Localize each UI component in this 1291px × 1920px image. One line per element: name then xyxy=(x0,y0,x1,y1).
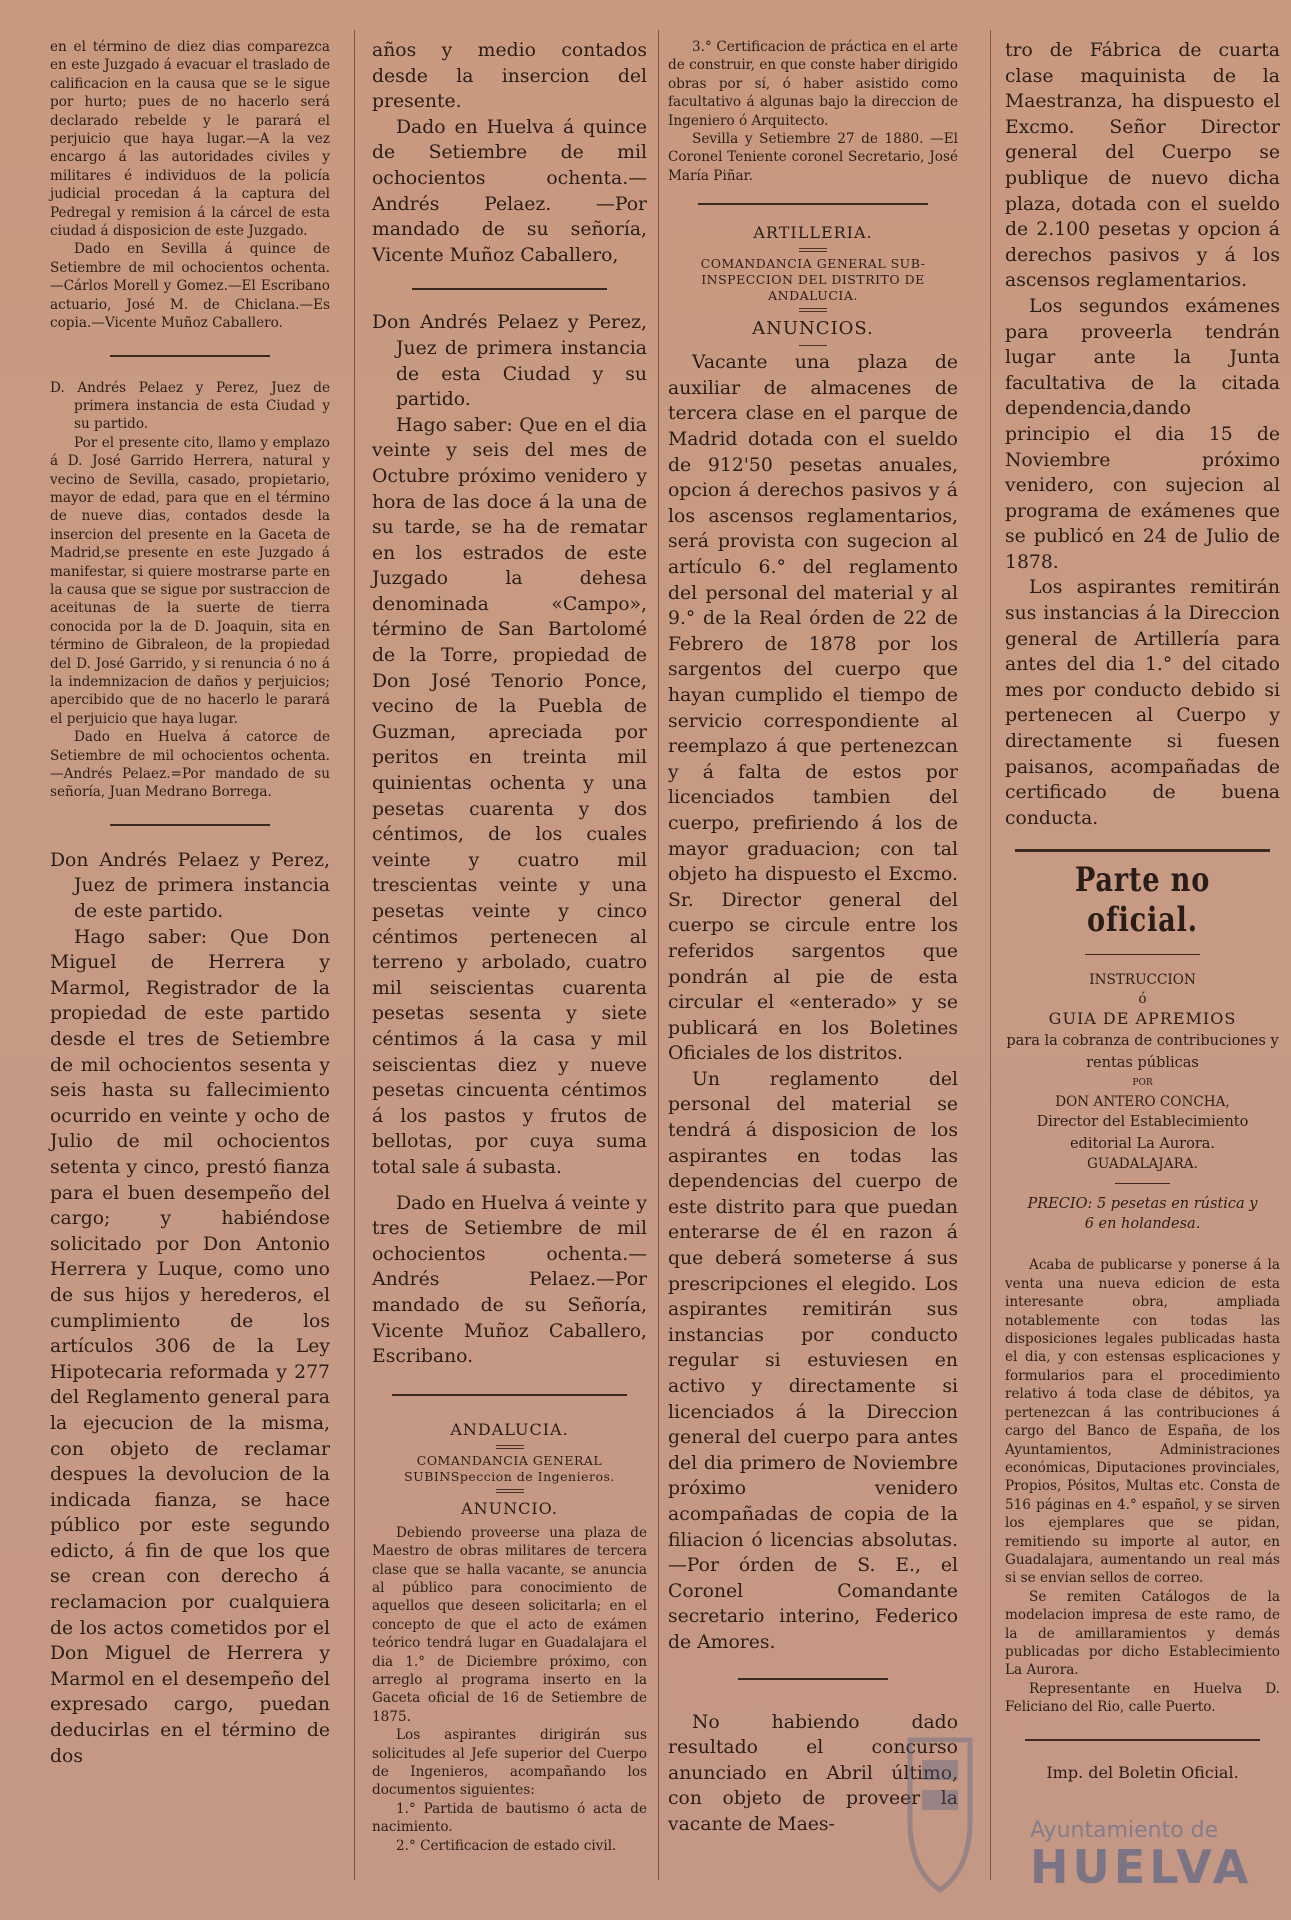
notice-text: Un reglamento del personal del material se tendrá á disposicion de los aspirantes en todas las dependencias del cuerpo de este distrito para que puedan enterarse de él en razon á que deberá someterse á sus prescripciones el elegido. Los aspirantes remitirán sus instancias por conducto regular si estuviesen en activo y directamente si licenciados á la Direccion general del cuerpo para antes del dia primero de Noviembre próximo venidero acompañadas de copia de la filiacion ó licencias absolutas.—Por órden de S. E., el Coronel Comandante secretario interino, Federico de Amores. xyxy=(668,1068,958,1653)
edict-heading: Don Andrés Pelaez y Perez, Juez de primera instancia de esta Ciudad y su partido. xyxy=(372,312,647,411)
ad-text: Representante en Huelva D. Feliciano del Rio, calle Puerto. xyxy=(1005,1680,1280,1716)
edict-text: años y medio contados desde la insercion del presente. xyxy=(372,40,647,113)
separator xyxy=(1015,849,1270,852)
book-title-line: ó xyxy=(1138,990,1147,1007)
column-4 xyxy=(1005,38,1280,1782)
notice-text: Los segundos exámenes para proveerla tendrán lugar ante la Junta facultativa de la citada dependencia,dando principio el dia 15 de Noviembre próximo venidero, con sujecion al programa de exámenes que se publicó en 24 de Julio de 1878. xyxy=(1005,295,1280,573)
double-rule xyxy=(799,308,827,312)
printer-imprint: Imp. del Boletin Oficial. xyxy=(1046,1762,1239,1782)
book-by: POR xyxy=(1132,1078,1153,1089)
section-title: ANDALUCIA. xyxy=(450,1419,569,1439)
notice-title: ANUNCIOS. xyxy=(752,318,874,340)
column-1 xyxy=(50,38,330,1769)
book-subtitle: para la cobranza de contribuciones y rentas públicas xyxy=(1006,1033,1279,1072)
edict-signature: Dado en Huelva á catorce de Setiembre de mil ochocientos ochenta. —Andrés Pelaez.=Por mandado de su señoría, Juan Medrano Borrega. xyxy=(50,729,330,801)
watermark-line1: Ayuntamiento de xyxy=(1030,1818,1219,1843)
section-banner: Parte no oficial. xyxy=(1074,860,1211,941)
notice-item: 1.° Partida de bautismo ó acta de nacimiento. xyxy=(372,1800,647,1836)
separator xyxy=(110,355,270,357)
edict-signature: Dado en Huelva á quince de Setiembre de mil ochocientos ochenta.—Andrés Pelaez. —Por mandado de su señoría, Vicente Muñoz Caballero, xyxy=(372,116,647,266)
edict-text: Por el presente cito, llamo y emplazo á D. José Garrido Herrera, natural y vecino de Sevilla, casado, propietario, mayor de edad, para que en el término de nueve dias, contados desde la insercion del presente en la Gaceta de Madrid,se presente en este Juzgado á manifestar, si quiere mostrarse parte en la causa que se sigue por sustraccion de aceitunas de la suerte de tierra conocida por la de D. Joaquin, sita en término de Gibraleon, de la propiedad del D. José Garrido, y si renuncia ó no á la indemnizacion de daños y perjuicios; apercibido que de no hacerlo le parará el perjuicio que haya lugar. xyxy=(50,434,330,727)
double-rule xyxy=(799,248,827,252)
edict-text: Hago saber: Que Don Miguel de Herrera y Marmol, Registrador de la propiedad de este partido desde el tres de Setiembre de mil ochocientos sesenta y seis hasta su fallecimiento ocurrido en veinte y ocho de Julio de mil ochocientos setenta y cinco, prestó fianza para el buen desempeño del cargo; y habiéndose solicitado por Don Antonio Herrera y Luque, como uno de sus hijos y herederos, el cumplimiento de los artículos 306 de la Ley Hipotecaria reformada y 277 del Reglamento general para la ejecucion de la misma, con objeto de reclamar despues la devolucion de la indicada fianza, se hace público por este segundo edicto, á fin de que los que se crean con derecho á reclamacion por cualquiera de los actos cometidos por el Don Miguel de Herrera y Marmol en el desempeño del expresado cargo, puedan deducirlas en el término de dos xyxy=(50,926,330,1767)
notice-text: tro de Fábrica de cuarta clase maquinista de la Maestranza, ha dispuesto el Excmo. Señor Director general del Cuerpo se publique de nuevo dicha plaza, dotada con el sueldo de 2.100 pesetas y opcion á derechos pasivos y á los ascensos reglamentarios. xyxy=(1005,40,1280,292)
separator xyxy=(392,1394,627,1396)
edict-signature: Dado en Huelva á veinte y tres de Setiembre de mil ochocientos ochenta.—Andrés Pelaez.—Por mandado de su Señoría, Vicente Muñoz Caballero, Escribano. xyxy=(372,1192,647,1368)
column-rule xyxy=(658,30,659,1880)
edict-text: en el término de diez dias comparezca en este Juzgado á evacuar el traslado de calificacion en la causa que se le sigue por hurto; pues de no hacerlo será declarado rebelde y le parará el perjuicio que haya lugar.—A la vez encargo á las autoridades civiles y militares é individuos de la policía judicial procedan á la captura del Pedregal y remision á la cárcel de esta ciudad á disposicion de este Juzgado. xyxy=(50,39,330,240)
book-title-line: INSTRUCCION xyxy=(1089,972,1196,989)
separator xyxy=(698,203,928,205)
separator xyxy=(412,288,607,290)
ad-text: Acaba de publicarse y ponerse á la venta una nueva edicion de esta interesante obra, ampliada notablemente con todas las disposiciones legales publicadas hasta el dia, y con estensas esplicaciones y formularios para el procedimiento relativo á toda clase de débitos, ya pertenezcan á las contribuciones á cargo del Banco de España, de los Ayuntamientos, Administraciones económicas, Diputaciones provinciales, Propios, Pósitos, Multas etc. Consta de 516 páginas en 4.° español, y se sirven los ejemplares que se pidan, remitiendo su importe al autor, en Guadalajara, aumentando un real más si se envian sellos de correo. xyxy=(1005,1257,1280,1587)
book-price: PRECIO: 5 pesetas en rústica y 6 en holandesa. xyxy=(1027,1196,1258,1233)
notice-signature: Sevilla y Setiembre 27 de 1880. —El Coronel Teniente coronel Secretario, José María Piñar. xyxy=(668,131,958,184)
notice-text: No habiendo dado resultado el concurso anunciado en Abril último, con objeto de proveer la vacante de Maes- xyxy=(668,1711,958,1835)
double-rule xyxy=(496,1445,524,1449)
notice-text: Vacante una plaza de auxiliar de almacenes de tercera clase en el parque de Madrid dotada con el sueldo de 912'50 pesetas anuales, opcion á derechos pasivos y á los ascensos reglamentarios, será provista con sugecion al artículo 6.° del reglamento del personal del material y al 9.° de la Real órden de 22 de Febrero de 1878 por los sargentos del cuerpo que hayan cumplido el tiempo de servicio correspondiente al reemplazo á que pertenezcan y á falta de estos por licenciados tambien del cuerpo, prefiriendo á los de mayor graduacion; con tal objeto ha dispuesto el Excmo. Sr. Director general del cuerpo se circule entre los referidos sargentos que pondrán al pie de esta circular el «enterado» y se publicará en los Boletines Oficiales de los distritos. xyxy=(668,352,958,1065)
notice-text: Los aspirantes dirigirán sus solicitudes al Jefe superior del Cuerpo de Ingenieros, acompañando los documentos siguientes: xyxy=(372,1727,647,1799)
edict-signature: Dado en Sevilla á quince de Setiembre de mil ochocientos ochenta.—Cárlos Morell y Gomez.—El Escribano actuario, José M. de Chiclana.—Es copia.—Vicente Muñoz Caballero. xyxy=(50,241,330,332)
section-subtitle: COMANDANCIA GENERAL SUB-INSPECCION DEL DISTRITO DE ANDALUCIA. xyxy=(700,256,926,304)
notice-text: Los aspirantes remitirán sus instancias á la Direccion general de Artillería para antes del dia 1.° del citado mes por conducto debido si pertenecen al Cuerpo y directamente si fuesen paisanos, acompañadas de certificado de buena conducta. xyxy=(1005,577,1280,829)
column-3 xyxy=(668,38,958,1838)
edict-text: Hago saber: Que en el dia veinte y seis del mes de Octubre próximo venidero y hora de las doce á la una de su tarde, se ha de rematar en los estrados de este Juzgado la dehesa denominada «Campo», término de San Bartolomé de la Torre, propiedad de Don José Tenorio Ponce, vecino de la Puebla de Guzman, apreciada por peritos en treinta mil quinientas ochenta y una pesetas cuarenta y dos céntimos, de los cuales veinte y cuatro mil trescientas veinte y una pesetas veinte y cinco céntimos pertenecen al terreno y arbolado, cuatro mil seiscientas cuarenta pesetas sesenta y siete céntimos á la casa y mil seiscientas diez y nueve pesetas cincuenta céntimos á los pastos y frutos de bellotas, por cuya suma total sale á subasta. xyxy=(372,414,647,1178)
double-rule xyxy=(496,1489,524,1493)
notice-item: 2.° Certificacion de estado civil. xyxy=(396,1837,617,1854)
column-rule xyxy=(354,30,355,1880)
edict-heading: D. Andrés Pelaez y Perez, Juez de primera instancia de esta Ciudad y su partido. xyxy=(50,379,330,433)
separator xyxy=(1085,954,1200,955)
book-city: GUADALAJARA. xyxy=(1087,1156,1198,1173)
separator xyxy=(738,1678,888,1680)
book-author: DON ANTERO CONCHA, xyxy=(1055,1093,1230,1110)
ad-text: Se remiten Catálogos de la modelacion impresa de este ramo, de la de amillaramientos y demás publicadas por dicho Establecimiento La Aurora. xyxy=(1005,1588,1280,1679)
edict-heading: Don Andrés Pelaez y Perez, Juez de primera instancia de este partido. xyxy=(50,849,330,923)
section-subtitle: COMANDANCIA GENERAL SUBINSpeccion de Ingenieros. xyxy=(404,1452,615,1484)
separator xyxy=(1115,1183,1170,1184)
separator xyxy=(110,824,270,826)
notice-title: ANUNCIO. xyxy=(461,1498,558,1518)
watermark-line2: HUELVA xyxy=(1030,1840,1253,1894)
section-title: ARTILLERIA. xyxy=(753,223,873,243)
column-rule xyxy=(990,30,991,1880)
notice-text: Debiendo proveerse una plaza de Maestro de obras militares de tercera clase que se halla vacante, se anuncia al público para conocimiento de aquellos que deseen solicitarla; en el concepto de que el acto de exámen teórico tendrá lugar en Guadalajara el dia 1.° de Diciembre próximo, con arreglo al programa inserto en la Gaceta oficial de 16 de Setiembre de 1875. xyxy=(372,1524,647,1725)
book-title: GUIA DE APREMIOS xyxy=(1048,1009,1237,1029)
notice-item: 3.° Certificacion de práctica en el arte de construir, en que conste haber dirigido obras por sí, ó haber asistido como facultativo á algunas bajo la direccion de Ingeniero ó Arquitecto. xyxy=(668,39,958,129)
column-2 xyxy=(372,38,647,1855)
book-author-title: Director del Establecimiento editorial La Aurora. xyxy=(1036,1114,1249,1153)
short-rule xyxy=(799,345,827,346)
